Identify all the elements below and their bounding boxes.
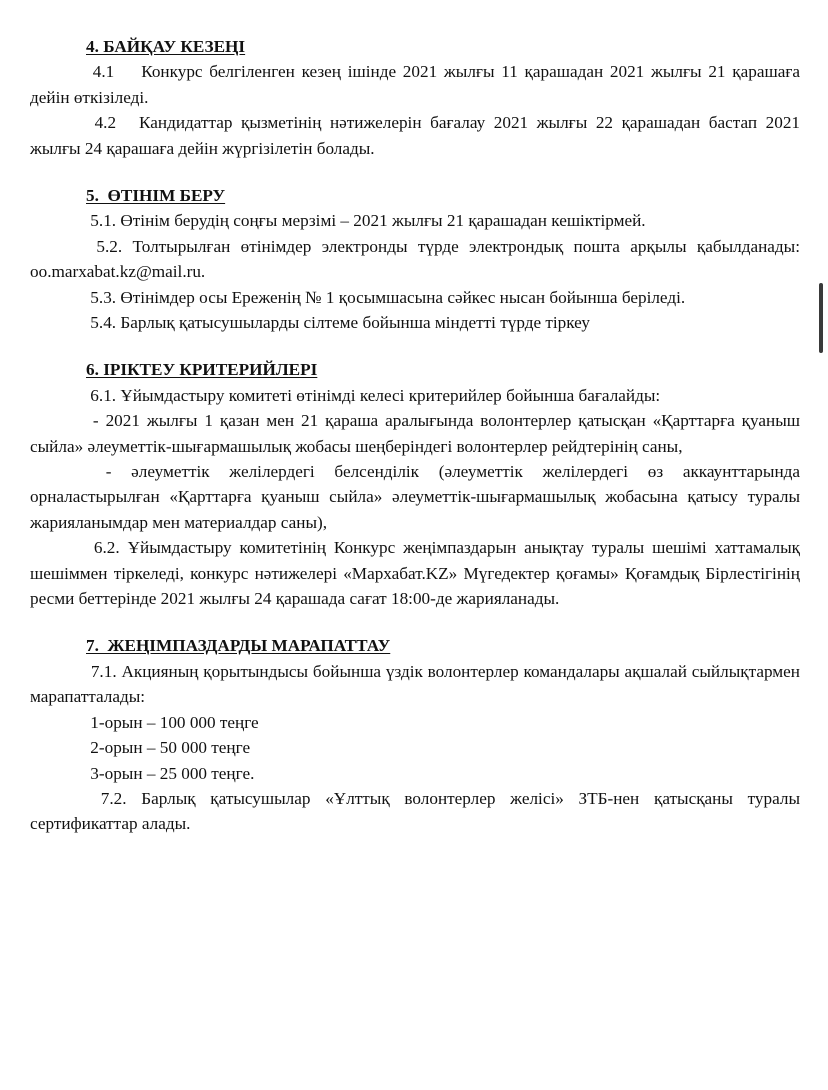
- scrollbar-thumb[interactable]: [819, 283, 823, 353]
- item-number: 7.2.: [100, 788, 127, 808]
- item-text: Акцияның қорытындысы бойынша үздік волонтерлер командалары ақшалай сыйлықтармен марапатталады:: [30, 661, 800, 707]
- item-number: 5.4.: [90, 313, 117, 333]
- item-text: әлеуметтік желілердегі белсенділік (әлеуметтік желілердегі өз аккаунттарында орналастырылған «Қарттарға қуаныш сыйла» әлеуметтік-шығармашылық жобасына қатысу туралы жарияланымдар мен материалдар саны),: [30, 462, 801, 532]
- paragraph-5-3: [30, 285, 800, 310]
- prize-line-2: [30, 735, 800, 760]
- section-heading: 5. ӨТІНІМ БЕРУ: [86, 186, 226, 206]
- paragraph-6-dash-1: [30, 408, 800, 459]
- paragraph-6-dash-2: [30, 459, 800, 535]
- item-number: 4.1: [92, 62, 115, 82]
- paragraph-6-2: [30, 535, 800, 611]
- section-6: [30, 357, 800, 611]
- item-number: 5.3.: [90, 287, 117, 307]
- prize-line-3: [30, 761, 800, 786]
- section-heading: 7. ЖЕҢІМПАЗДАРДЫ МАРАПАТТАУ: [86, 636, 391, 656]
- paragraph-5-1: [30, 208, 800, 233]
- item-text: Конкурс белгіленген кезең ішінде 2021 жылғы 11 қарашадан 2021 жылғы 21 қарашаға дейін өткізіледі.: [30, 62, 800, 107]
- item-number: 6.1.: [90, 385, 117, 405]
- paragraph-4-1: [30, 59, 800, 110]
- item-text: Ұйымдастыру комитетінің Конкурс жеңімпаздарын анықтау туралы шешімі хаттамалық шешіммен тіркеледі, конкурс нәтижелері «Мархабат.KZ» Мүгедектер қоғамы» Қоғамдық Бірлестігінің ресми беттерінде 2021 жылғы 24 қарашада сағат 18:00-де жарияланады.: [30, 538, 800, 609]
- item-number: 5.1.: [90, 211, 117, 231]
- item-number: 4.2: [94, 113, 117, 133]
- paragraph-4-2: [30, 110, 800, 161]
- paragraph-5-4: [30, 310, 800, 335]
- item-text: 1-орын – 100 000 теңге: [90, 712, 259, 732]
- item-number: 6.2.: [93, 538, 120, 558]
- item-text: Өтінімдер осы Ереженің № 1 қосымшасына сәйкес нысан бойынша беріледі.: [120, 287, 686, 307]
- paragraph-6-1: [30, 383, 800, 408]
- section-4: [30, 34, 800, 161]
- item-text: Ұйымдастыру комитеті өтінімді келесі критерийлер бойынша бағалайды:: [120, 385, 661, 405]
- item-text: Толтырылған өтінімдер электронды түрде электрондық пошта арқылы қабылданады: oo.marxabat.kz@mail.ru.: [30, 236, 801, 282]
- item-number: 7.1.: [90, 661, 117, 681]
- section-7: [30, 633, 800, 836]
- item-text: Өтінім берудің соңғы мерзімі – 2021 жылғы 21 қарашадан кешіктірмей.: [120, 211, 646, 231]
- paragraph-5-2: [30, 234, 800, 285]
- section-heading: 4. БАЙҚАУ КЕЗЕҢІ: [86, 37, 246, 56]
- item-text: Кандидаттар қызметінің нәтижелерін бағалау 2021 жылғы 22 қарашадан бастап 2021 жылғы 24 қарашаға дейін жүргізілетін болады.: [30, 113, 801, 158]
- item-text: 3-орын – 25 000 теңге.: [90, 763, 255, 783]
- item-bullet: -: [105, 462, 112, 482]
- item-number: 5.2.: [96, 236, 123, 256]
- item-bullet: -: [92, 411, 99, 431]
- item-text: 2021 жылғы 1 қазан мен 21 қараша аралығында волонтерлер қатысқан «Қарттарға қуаныш сыйла» әлеуметтік-шығармашылық жобасы шеңберіндегі волонтерлер рейдтерінің саны,: [30, 411, 801, 456]
- item-text: Барлық қатысушылар «Ұлттық волонтерлер желісі» ЗТБ-нен қатысқаны туралы сертификаттар алады.: [30, 788, 801, 834]
- item-text: Барлық қатысушыларды сілтеме бойынша міндетті түрде тіркеу: [120, 313, 590, 333]
- prize-line-1: [30, 710, 800, 735]
- item-text: 2-орын – 50 000 теңге: [90, 738, 251, 758]
- section-heading: 6. ІРІКТЕУ КРИТЕРИЙЛЕРІ: [86, 360, 318, 380]
- paragraph-7-1: [30, 659, 800, 710]
- section-5: [30, 183, 800, 335]
- document-page: [30, 34, 800, 859]
- paragraph-7-2: [30, 786, 800, 837]
